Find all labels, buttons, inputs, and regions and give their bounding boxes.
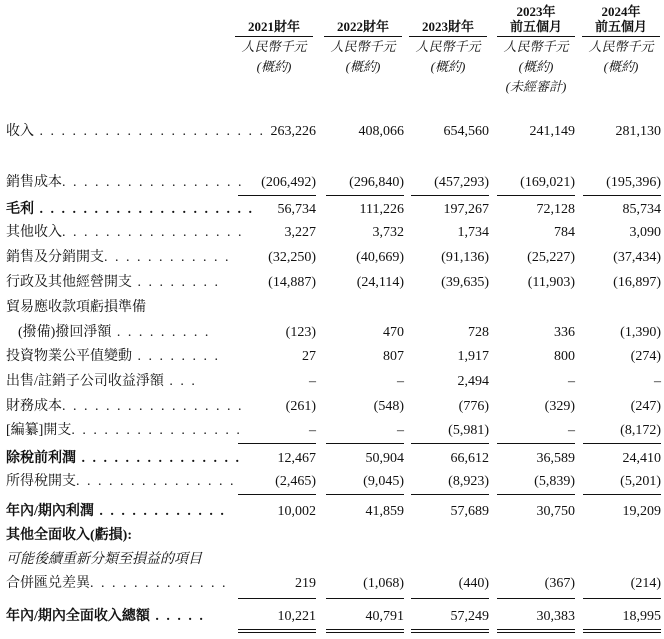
cell-value: – [654, 374, 661, 389]
cell-value: 41,859 [365, 504, 404, 519]
table-row-profit-for-period [0, 500, 664, 523]
table-row-income-tax [0, 470, 664, 493]
header-basis: (概約) [518, 59, 554, 74]
cell-value: (24,114) [356, 275, 404, 290]
cell-value: 111,226 [359, 202, 404, 217]
row-label: 收入 . . . . . . . . . . . . . . . . . . . . . [6, 124, 265, 139]
header-basis: (概約) [603, 59, 639, 74]
cell-value: (5,839) [534, 474, 575, 489]
row-label: 可能後續重新分類至損益的項目 [6, 552, 202, 567]
row-label: 毛利 . . . . . . . . . . . . . . . . . . . . [6, 202, 254, 217]
cell-value: 197,267 [443, 202, 489, 217]
cell-value: 72,128 [536, 202, 575, 217]
cell-value: (440) [458, 576, 489, 591]
cell-value: 1,917 [457, 349, 489, 364]
column-header-2022 [320, 19, 406, 77]
row-label: 年內/期內利潤 . . . . . . . . . . . . [6, 504, 226, 519]
cell-value: 219 [295, 576, 316, 591]
rule-total-double [326, 632, 404, 633]
cell-value: 36,589 [536, 451, 575, 466]
cell-value: (8,923) [448, 474, 489, 489]
rule-subtotal [497, 494, 575, 495]
table-row-gross-profit [0, 198, 664, 221]
cell-value: 12,467 [277, 451, 316, 466]
cell-value: – [568, 423, 575, 438]
rule-subtotal [326, 443, 404, 444]
cell-value: 784 [554, 225, 575, 240]
rule-total-double [497, 629, 575, 630]
rule-total-double [326, 629, 404, 630]
cell-value: 263,226 [270, 124, 316, 139]
cell-value: 470 [383, 325, 404, 340]
table-row-cost-of-sales [0, 171, 664, 194]
cell-value: 728 [468, 325, 489, 340]
cell-value: (8,172) [620, 423, 661, 438]
cell-value: (1,068) [363, 576, 404, 591]
cell-value: 336 [554, 325, 575, 340]
cell-value: 30,750 [536, 504, 575, 519]
cell-value: (123) [285, 325, 316, 340]
row-label: 銷售成本. . . . . . . . . . . . . . . . . [6, 175, 244, 190]
rule-total-double [411, 632, 489, 633]
cell-value: 56,734 [277, 202, 316, 217]
cell-value: 3,227 [284, 225, 316, 240]
cell-value: 27 [302, 349, 316, 364]
row-label: 所得稅開支. . . . . . . . . . . . . . . [6, 474, 236, 489]
header-year: 2023年 [516, 4, 556, 19]
cell-value: 281,130 [615, 124, 661, 139]
cell-value: (776) [458, 399, 489, 414]
cell-value: (9,045) [363, 474, 404, 489]
cell-value: (11,903) [527, 275, 575, 290]
table-row-impairment-net [0, 321, 664, 344]
cell-value: 24,410 [622, 451, 661, 466]
cell-value: 10,221 [277, 609, 316, 624]
column-header-2023-5m [493, 4, 579, 97]
rule-subtotal [238, 443, 316, 444]
cell-value: 807 [383, 349, 404, 364]
rule-subtotal [583, 494, 661, 495]
table-row-profit-before-tax [0, 447, 664, 470]
cell-value: (247) [630, 399, 661, 414]
rule-subtotal [497, 598, 575, 599]
cell-value: (274) [630, 349, 661, 364]
rule-total-double [411, 629, 489, 630]
header-unit: 人民幣千元 [415, 39, 481, 54]
row-label: 其他全面收入(虧損): [6, 528, 132, 543]
cell-value: 3,732 [372, 225, 404, 240]
table-row-total-comprehensive-income [0, 605, 664, 628]
rule-total-double [497, 632, 575, 633]
cell-value: (40,669) [356, 250, 404, 265]
row-label: [編纂]開支. . . . . . . . . . . . . . . . [6, 423, 242, 438]
cell-value: 50,904 [365, 451, 404, 466]
cell-value: (5,981) [448, 423, 489, 438]
rule-total-double [583, 632, 661, 633]
header-period: 前五個月 [509, 19, 562, 34]
cell-value: – [397, 374, 404, 389]
column-header-2021 [231, 19, 317, 77]
row-label: 貿易應收款項虧損準備 [6, 300, 146, 315]
cell-value: (214) [630, 576, 661, 591]
table-row-oci-heading [0, 524, 664, 547]
table-row-revenue [0, 120, 664, 143]
header-basis: (概約) [345, 59, 381, 74]
row-label: (撥備)撥回淨額 . . . . . . . . . [18, 325, 211, 340]
cell-value: (16,897) [613, 275, 661, 290]
cell-value: (367) [544, 576, 575, 591]
column-header-2023 [405, 19, 491, 77]
cell-value: (32,250) [268, 250, 316, 265]
table-row-reclassifiable-heading [0, 548, 664, 571]
cell-value: 241,149 [529, 124, 575, 139]
header-year: 2022財年 [336, 19, 389, 34]
row-label: 合併匯兑差異. . . . . . . . . . . . . [6, 576, 228, 591]
rule-subtotal [583, 195, 661, 196]
header-unit: 人民幣千元 [503, 39, 569, 54]
cell-value: (37,434) [613, 250, 661, 265]
cell-value: 18,995 [622, 609, 661, 624]
cell-value: 3,090 [629, 225, 661, 240]
cell-value: 408,066 [358, 124, 404, 139]
cell-value: 2,494 [457, 374, 489, 389]
cell-value: (5,201) [620, 474, 661, 489]
row-label: 其他收入. . . . . . . . . . . . . . . . . [6, 225, 244, 240]
table-row-finance-costs [0, 395, 664, 418]
column-header-2024-5m [578, 4, 664, 77]
row-label: 行政及其他經營開支 . . . . . . . . [6, 275, 220, 290]
rule-total-double [238, 632, 316, 633]
cell-value: 57,249 [450, 609, 489, 624]
cell-value: (206,492) [261, 175, 316, 190]
table-row-exchange-differences [0, 572, 664, 595]
rule-subtotal [583, 598, 661, 599]
table-row-impairment-heading [0, 296, 664, 319]
row-label: 銷售及分銷開支. . . . . . . . . . . . [6, 250, 231, 265]
rule-subtotal [411, 443, 489, 444]
rule-subtotal [326, 195, 404, 196]
cell-value: (329) [544, 399, 575, 414]
cell-value: – [397, 423, 404, 438]
cell-value: (296,840) [349, 175, 404, 190]
header-period: 前五個月 [594, 19, 647, 34]
cell-value: 40,791 [365, 609, 404, 624]
rule-subtotal [583, 443, 661, 444]
header-unit: 人民幣千元 [330, 39, 396, 54]
cell-value: – [309, 423, 316, 438]
row-label: 出售/註銷子公司收益淨額 . . . [6, 374, 197, 389]
cell-value: 654,560 [443, 124, 489, 139]
row-label: 投資物業公平值變動 . . . . . . . . [6, 349, 220, 364]
header-unit: 人民幣千元 [588, 39, 654, 54]
cell-value: (457,293) [434, 175, 489, 190]
cell-value: (261) [285, 399, 316, 414]
cell-value: (25,227) [527, 250, 575, 265]
header-note: (未經審計) [505, 79, 567, 94]
rule-subtotal [326, 598, 404, 599]
cell-value: (39,635) [441, 275, 489, 290]
cell-value: 19,209 [622, 504, 661, 519]
header-year: 2021財年 [247, 19, 300, 34]
rule-subtotal [411, 195, 489, 196]
cell-value: (169,021) [520, 175, 575, 190]
cell-value: – [309, 374, 316, 389]
header-year: 2023財年 [421, 19, 474, 34]
cell-value: 57,689 [450, 504, 489, 519]
cell-value: (195,396) [606, 175, 661, 190]
cell-value: 10,002 [277, 504, 316, 519]
cell-value: 800 [554, 349, 575, 364]
header-year: 2024年 [601, 4, 641, 19]
row-label: 財務成本. . . . . . . . . . . . . . . . . [6, 399, 244, 414]
cell-value: 1,734 [457, 225, 489, 240]
rule-subtotal [238, 195, 316, 196]
rule-subtotal [497, 443, 575, 444]
cell-value: – [568, 374, 575, 389]
cell-value: 66,612 [450, 451, 489, 466]
row-label: 除稅前利潤 . . . . . . . . . . . . . . . [6, 451, 241, 466]
table-row-listing-expenses [0, 419, 664, 442]
rule-subtotal [238, 598, 316, 599]
table-row-other-income [0, 221, 664, 244]
cell-value: (91,136) [441, 250, 489, 265]
cell-value: (2,465) [275, 474, 316, 489]
cell-value: (1,390) [620, 325, 661, 340]
row-label: 年內/期內全面收入總額 . . . . . [6, 609, 205, 624]
header-basis: (概約) [430, 59, 466, 74]
table-row-fair-value-change [0, 345, 664, 368]
rule-subtotal [411, 494, 489, 495]
table-row-admin-expenses [0, 271, 664, 294]
table-row-selling-expenses [0, 246, 664, 269]
rule-subtotal [497, 195, 575, 196]
header-basis: (概約) [256, 59, 292, 74]
rule-subtotal [238, 494, 316, 495]
cell-value: 30,383 [536, 609, 575, 624]
cell-value: (548) [373, 399, 404, 414]
header-unit: 人民幣千元 [241, 39, 307, 54]
cell-value: (14,887) [268, 275, 316, 290]
rule-total-double [238, 629, 316, 630]
rule-total-double [583, 629, 661, 630]
rule-subtotal [326, 494, 404, 495]
table-row-disposal-gain [0, 370, 664, 393]
rule-subtotal [411, 598, 489, 599]
cell-value: 85,734 [622, 202, 661, 217]
